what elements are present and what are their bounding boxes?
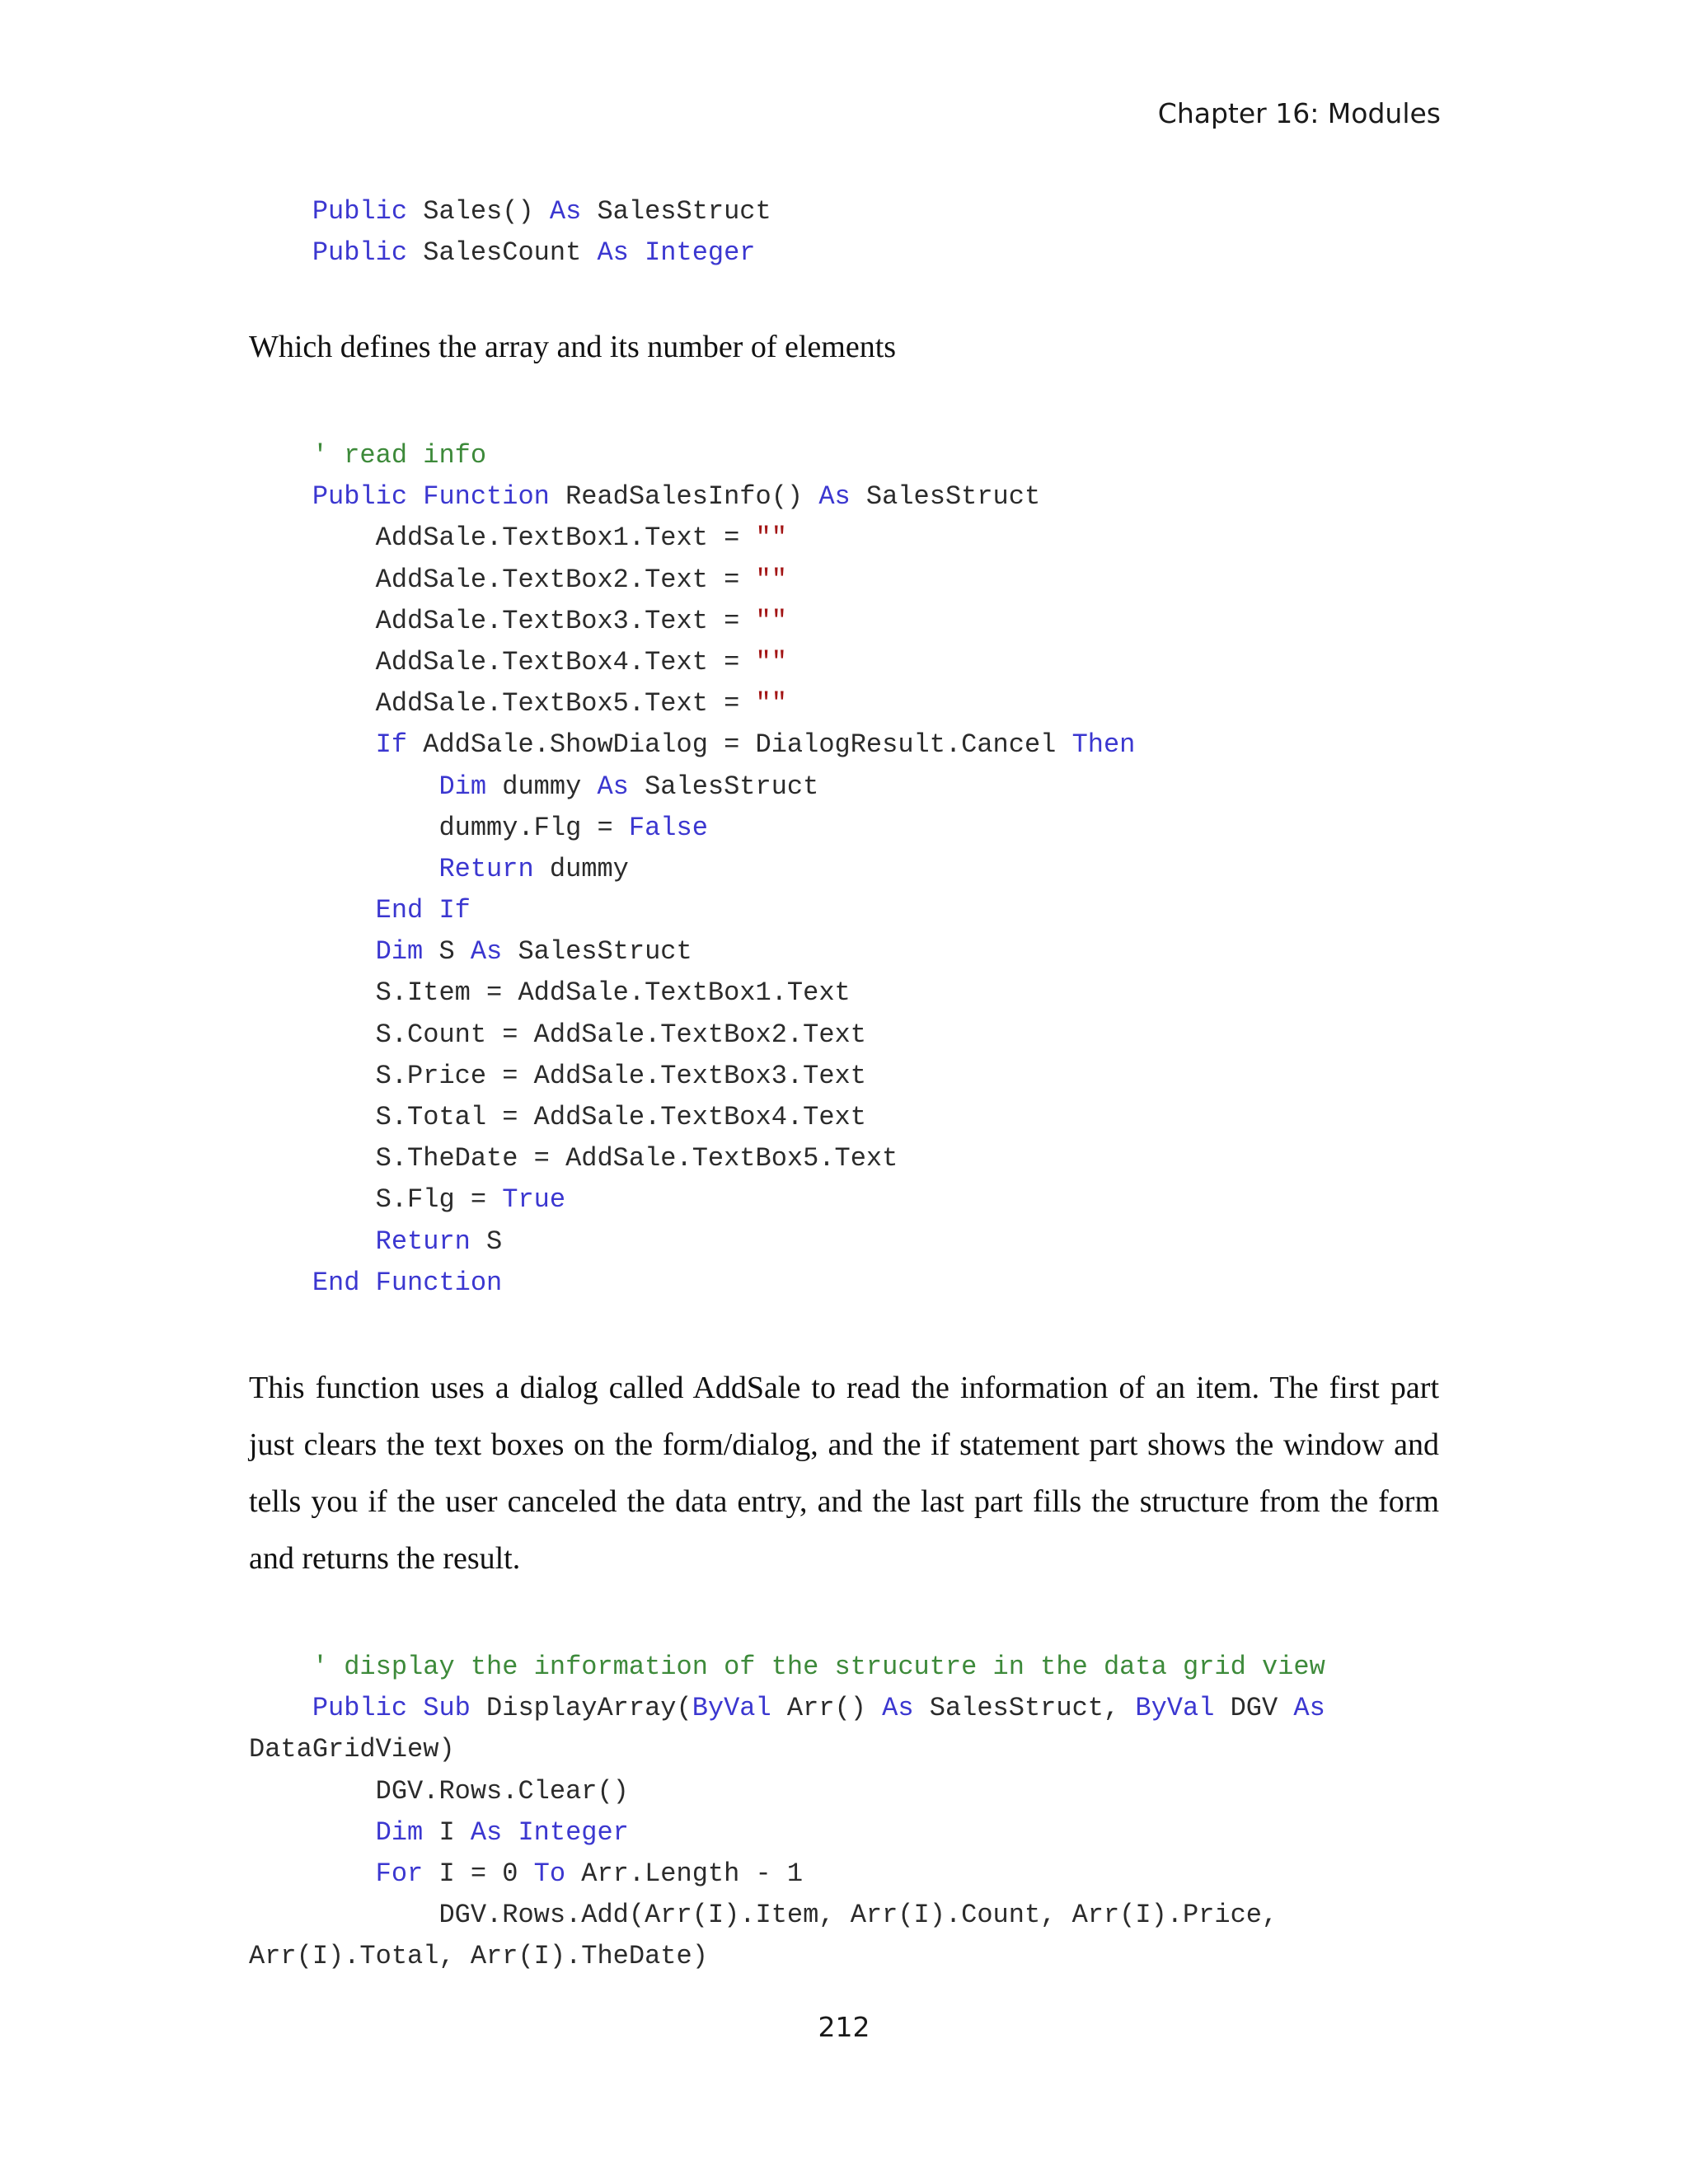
code-token: As (597, 771, 629, 802)
code-token (629, 237, 645, 268)
code-token: dummy (533, 853, 629, 884)
code-line (249, 1097, 1135, 1138)
code-token (249, 196, 312, 227)
code-token (249, 1858, 376, 1889)
page-number: 212 (818, 2011, 870, 2043)
code-line (249, 435, 1135, 476)
code-token: Then (1071, 729, 1136, 761)
code-token: DGV.Rows.Clear() (249, 1775, 629, 1807)
code-block-declarations (249, 191, 771, 274)
code-block-read-sales-info (249, 435, 1135, 1304)
code-token (249, 895, 376, 926)
code-token: dummy.Flg = (249, 812, 629, 843)
code-token: DataGridView) (249, 1734, 455, 1765)
code-token: AddSale.ShowDialog = DialogResult.Cancel (407, 729, 1072, 761)
code-line (249, 1895, 1325, 1936)
code-token: S.Flg = (249, 1184, 503, 1216)
code-line (249, 560, 1135, 601)
code-line (249, 972, 1135, 1014)
code-token: SalesStruct (628, 771, 819, 802)
code-token: DGV.Rows.Add(Arr(I).Item, Arr(I).Count, Arr(I).Price, (249, 1900, 1278, 1931)
code-line (249, 849, 1135, 890)
code-token (249, 729, 376, 760)
code-line (249, 1056, 1135, 1097)
code-token: S.Price = AddSale.TextBox3.Text (249, 1060, 866, 1091)
code-token (249, 237, 312, 268)
code-line (249, 1221, 1135, 1263)
code-token: To (533, 1858, 566, 1889)
code-line (249, 1179, 1135, 1221)
code-token: As (882, 1693, 914, 1724)
code-token: S (470, 1226, 503, 1257)
code-token: dummy (486, 771, 598, 802)
code-token: I (423, 1816, 471, 1848)
code-token (249, 481, 312, 512)
code-line (249, 1854, 1325, 1895)
paragraph-array-definition: Which defines the array and its number of elements (249, 330, 897, 364)
code-token: Integer (645, 237, 756, 269)
code-token (407, 481, 423, 512)
code-line (249, 1771, 1325, 1812)
code-token (249, 440, 312, 471)
code-token: AddSale.TextBox5.Text = (249, 688, 756, 719)
code-token: ReadSalesInfo() (549, 481, 819, 513)
code-token: S (423, 936, 471, 968)
code-line (249, 766, 1135, 808)
code-line (249, 476, 1135, 518)
code-token: ' display the information of the strucutre in the data grid view (312, 1652, 1325, 1682)
code-line (249, 601, 1135, 642)
code-line (249, 191, 771, 232)
code-line (249, 724, 1135, 766)
code-token: Function (423, 481, 550, 513)
code-token: End Function (312, 1267, 503, 1298)
code-line (249, 1647, 1325, 1688)
code-token (249, 936, 376, 967)
code-token: "" (755, 523, 787, 554)
code-token (249, 854, 438, 884)
code-token: "" (755, 564, 787, 595)
code-token: S.Item = AddSale.TextBox1.Text (249, 977, 851, 1009)
code-line (249, 1688, 1325, 1729)
code-token (249, 1693, 312, 1723)
code-token: Arr() (771, 1693, 883, 1724)
code-token: As (470, 936, 503, 968)
code-line (249, 1015, 1135, 1056)
code-token: SalesStruct (850, 481, 1041, 513)
code-line (249, 1138, 1135, 1179)
code-token: Public (312, 237, 408, 269)
code-token: For (375, 1858, 424, 1889)
code-token: S.TheDate = AddSale.TextBox5.Text (249, 1143, 898, 1174)
code-block-display-array (249, 1647, 1325, 1978)
code-token: I = 0 (423, 1858, 534, 1889)
code-token: As (470, 1816, 503, 1848)
code-token: Sales() (407, 196, 550, 227)
code-token: "" (755, 688, 787, 719)
paragraph-function-description: This function uses a dialog called AddSale to read the information of an item. The first part just clears the text boxes on the form/dialog, and the if statement part shows the window and tells you if the user canceled the data entry, and the last part fills the structure from the form and returns the result. (249, 1371, 1439, 1576)
code-token: Public (312, 481, 408, 513)
code-line (249, 1936, 1325, 1977)
code-line (249, 1729, 1325, 1770)
code-token: As (597, 237, 629, 269)
code-token: Dim (375, 936, 424, 968)
code-token (249, 1268, 312, 1298)
code-token (407, 1693, 423, 1723)
code-token: S.Count = AddSale.TextBox2.Text (249, 1019, 866, 1050)
code-token: AddSale.TextBox3.Text = (249, 605, 756, 636)
code-token: ByVal (692, 1693, 771, 1724)
code-token: AddSale.TextBox2.Text = (249, 564, 756, 595)
running-header: Chapter 16: Modules (1157, 97, 1441, 129)
code-line (249, 808, 1135, 849)
code-token: Arr.Length - 1 (565, 1858, 804, 1889)
code-line (249, 683, 1135, 724)
code-token: End If (375, 895, 471, 926)
code-line (249, 931, 1135, 972)
code-token (249, 771, 438, 802)
code-token (249, 1817, 376, 1848)
code-token (502, 1817, 518, 1848)
code-line (249, 1263, 1135, 1304)
code-token: As (1293, 1693, 1325, 1724)
code-line (249, 518, 1135, 559)
code-token: As (549, 196, 582, 227)
code-line (249, 1812, 1325, 1854)
code-token: Public (312, 196, 408, 227)
code-token: ByVal (1135, 1693, 1215, 1724)
code-token (249, 1226, 376, 1257)
code-token (249, 1652, 312, 1682)
code-token: As (818, 481, 851, 513)
code-line (249, 642, 1135, 683)
code-token: If (375, 729, 408, 761)
code-token: Public (312, 1693, 408, 1724)
code-token: AddSale.TextBox4.Text = (249, 646, 756, 677)
code-token: Arr(I).Total, Arr(I).TheDate) (249, 1941, 708, 1972)
code-token: AddSale.TextBox1.Text = (249, 523, 756, 554)
code-token: SalesStruct, (913, 1693, 1136, 1724)
code-token: Return (438, 853, 534, 884)
code-token: DGV (1214, 1693, 1294, 1724)
code-token: True (502, 1184, 566, 1216)
code-token: False (628, 812, 708, 843)
code-line (249, 890, 1135, 931)
code-token: "" (755, 605, 787, 636)
code-token: Integer (518, 1816, 629, 1848)
code-token: Sub (423, 1693, 471, 1724)
code-token: "" (755, 646, 787, 677)
code-token: SalesStruct (502, 936, 692, 968)
code-token: SalesCount (407, 237, 598, 269)
code-token: DisplayArray( (470, 1693, 692, 1724)
code-token: Dim (438, 771, 487, 802)
code-token: Dim (375, 1816, 424, 1848)
code-token: Return (375, 1226, 471, 1257)
code-token: S.Total = AddSale.TextBox4.Text (249, 1102, 866, 1132)
code-token: ' read info (312, 440, 487, 471)
code-token: SalesStruct (581, 196, 771, 227)
code-line (249, 232, 771, 274)
